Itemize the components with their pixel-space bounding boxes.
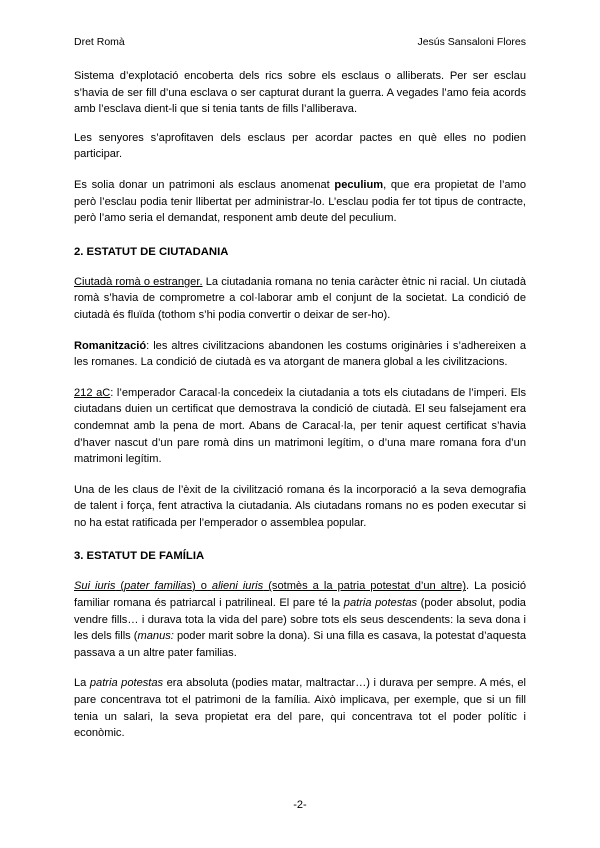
page-number: -2- — [293, 799, 307, 811]
term-patria-potestas: patria potestas — [343, 597, 418, 610]
term-manus: manus: — [137, 630, 174, 643]
paragraph-success-keys: Una de les claus de l’èxit de la civilització romana és la incorporació a la seva demografia de talent i força, fent atractiva la ciutadania. Als ciutadans romans no es poden executar si no ha estat ratificada per l’emperador o assemblea popular. — [74, 483, 526, 529]
term-roman-citizen: Ciutadà romà o estranger. — [74, 275, 203, 288]
header-author: Jesús Sansaloni Flores — [417, 36, 526, 48]
paragraph-sui-iuris: Sui iuris (pater familias) o alieni iuris (sotmès a la patria potestat d’un altre). La posició familiar romana és patriarcal i patrilineal. El pare té la patria potestas (poder absolut, podia vendre fills… i durava tota la vida del pare) sobre tots els seus descendents: la seva dona i les dels fills (manus: poder marit sobre la dona). Si una filla es casava, la potestat d’aquesta passava a un altre pater familias. — [74, 580, 527, 659]
term-sui-iuris: Sui iuris — [74, 580, 116, 593]
paragraph-ladies-slaves: Les senyores s’aprofitaven dels esclaus per acordar pactes en què elles no podien participar. — [74, 131, 526, 161]
page-content — [74, 68, 526, 742]
page-header — [74, 36, 526, 52]
paragraph-peculium: Es solia donar un patrimoni als esclaus anomenat peculium, que era propietat de l’amo però l’esclau podia tenir llibertat per administrar-lo. L’esclau podia fer tot tipus de contracte, però l’amo seria el demandat, responent amb deute del peculium. — [74, 178, 527, 225]
term-alieni-iuris: alieni iuris — [211, 580, 264, 593]
paragraph-patria-potestas: La patria potestas era absoluta (podies matar, maltractar…) i durava per sempre. A més, el pare concentrava tot el patrimoni de la família. Això implicava, per exemple, que si un fill tenia un salari, la seva propietat era del pare, qui concentrava tot el poder polític i econòmic. — [74, 677, 527, 740]
term-pater-familias: pater familias — [124, 580, 193, 593]
paragraph-roman-citizen: Ciutadà romà o estranger. La ciutadania romana no tenia caràcter ètnic ni racial. Un ciutadà romà s’havia de comprometre a col·laborar amb el conjunt de la societat. La condició de ciutadà és fluïda (tothom s’hi podia convertir o deixar de ser-ho). — [74, 275, 526, 321]
term-patria-potestas-2: patria potestas — [89, 677, 164, 690]
term-romanization: Romanització — [74, 339, 147, 352]
section-heading-citizenship: 2. ESTATUT DE CIUTADANIA — [74, 245, 229, 258]
paragraph-212-bc: 212 aC: l’emperador Caracal·la concedeix la ciutadania a tots els ciutadans de l’imperi. Els ciutadans duien un certificat que demostrava la condició de ciutadà. El seu falsejament era condemnat amb la pena de mort. Abans de Caracal·la, per tenir aquest certificat s’havia d’haver nascut d’un pare romà dins un matrimoni legítim, o d’una mare romana fora d’un matrimoni legítim. — [74, 386, 526, 466]
term-peculium: peculium — [334, 178, 384, 191]
paragraph-slavery-exploitation: Sistema d’explotació encoberta dels rics sobre els esclaus o alliberats. Per ser esclau s’havia de ser fill d’una esclava o ser capturat durant la guerra. A vegades l’amo feia acords amb l’esclava dient-li que si tenia tants de fills l’alliberava. — [74, 70, 526, 116]
paragraph-romanization: Romanització: les altres civilitzacions abandonen les costums originàries i s’adhereixen a les romanes. La condició de ciutadà es va atorgant de manera global a les civilitzacions. — [74, 339, 526, 369]
header-course-title: Dret Romà — [74, 36, 125, 48]
section-heading-family: 3. ESTATUT DE FAMÍLIA — [74, 550, 205, 563]
term-212-bc: 212 aC — [74, 386, 111, 399]
